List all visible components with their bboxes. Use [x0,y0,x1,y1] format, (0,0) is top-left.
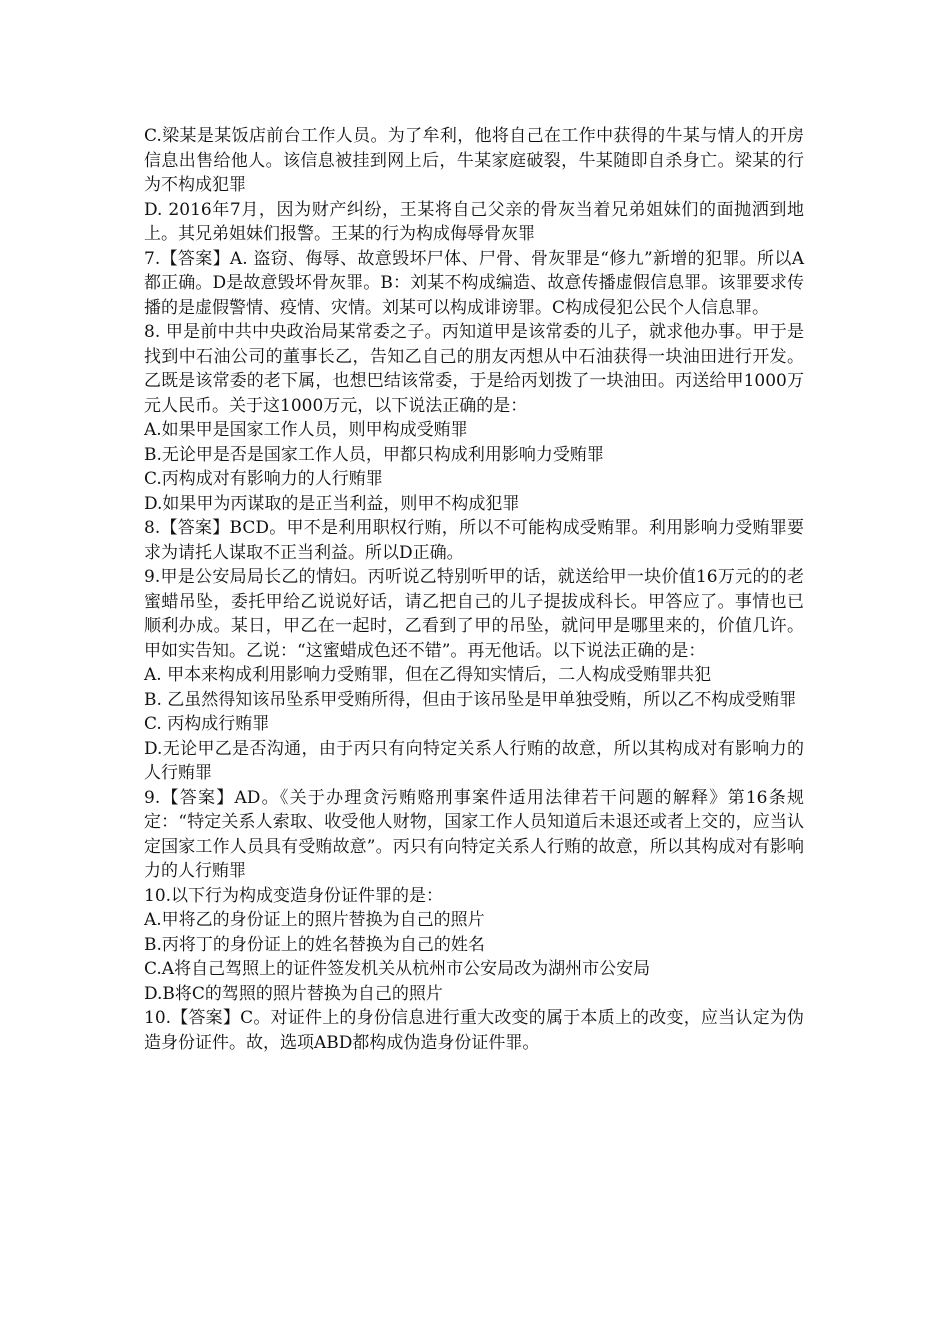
q10-option-d: D.B将C的驾照的照片替换为自己的照片 [144,983,443,1004]
answer-9-paragraph: 9.【答案】AD。《关于办理贪污贿赂刑事案件适用法律若干问题的解释》第16条规定：“特定关系人索取、收受他人财物，国家工作人员知道后未退还或者上交的，应当认定国家工作人员具有受贿故意”。丙只有向特定关系人行贿的故意，所以其构成对有影响力的人行贿罪 [144,787,804,881]
question-10-paragraph: 10.以下行为构成变造身份证件罪的是： [144,885,444,906]
question-8-paragraph: 8. 甲是前中共中央政治局某常委之子。丙知道甲是该常委的儿子，就求他办事。甲于是找到中石油公司的董事长乙，告知乙自己的朋友丙想从中石油获得一块油田进行开发。乙既是该常委的老下属，也想巴结该常委，于是给丙划拨了一块油田。丙送给甲1000万元人民币。关于这1000万元，以下说法正确的是： [144,322,804,416]
q9-option-d: D.无论甲乙是否沟通，由于丙只有向特定关系人行贿的故意，所以其构成对有影响力的人行贿罪 [144,738,804,783]
q8-option-a: A.如果甲是国家工作人员，则甲构成受贿罪 [144,420,468,440]
q9-option-c: C. 丙构成行贿罪 [144,714,270,734]
answer-10-paragraph: 10.【答案】C。对证件上的身份信息进行重大改变的属于本质上的改变，应当认定为伪造身份证件。故，选项ABD都构成伪造身份证件罪。 [144,1008,804,1053]
option-d-paragraph: D. 2016年7月，因为财产纠纷，王某将自己父亲的骨灰当着兄弟姐妹们的面抛洒到地上。其兄弟姐妹们报警。王某的行为构成侮辱骨灰罪 [144,199,804,244]
document-page [144,124,804,1055]
q8-option-c: C.丙构成对有影响力的人行贿罪 [144,469,383,489]
answer-7-paragraph: 7.【答案】A. 盗窃、侮辱、故意毁坏尸体、尸骨、骨灰罪是“修九”新增的犯罪。所以A都正确。D是故意毁坏骨灰罪。B：刘某不构成编造、故意传播虚假信息罪。该罪要求传播的是虚假警情、疫情、灾情。刘某可以构成诽谤罪。C构成侵犯公民个人信息罪。 [144,248,804,318]
q10-option-b: B.丙将丁的身份证上的姓名替换为自己的姓名 [144,934,485,955]
answer-8-paragraph: 8.【答案】BCD。甲不是利用职权行贿，所以不可能构成受贿罪。利用影响力受贿罪要求为请托人谋取不正当利益。所以D正确。 [144,518,804,563]
q9-option-a: A. 甲本来构成利用影响力受贿罪，但在乙得知实情后，二人构成受贿罪共犯 [144,665,712,685]
option-c-paragraph: C.梁某是某饭店前台工作人员。为了牟利，他将自己在工作中获得的牛某与情人的开房信息出售给他人。该信息被挂到网上后，牛某家庭破裂，牛某随即自杀身亡。梁某的行为不构成犯罪 [144,126,804,195]
q10-option-c: C.A将自己驾照上的证件签发机关从杭州市公安局改为湖州市公安局 [144,959,651,979]
q8-option-d: D.如果甲为丙谋取的是正当利益，则甲不构成犯罪 [144,493,520,514]
question-9-paragraph: 9.甲是公安局局长乙的情妇。丙听说乙特别听甲的话，就送给甲一块价值16万元的的老蜜蜡吊坠，委托甲给乙说说好话，请乙把自己的儿子提拔成科长。甲答应了。事情也已顺利办成。某日，甲乙在一起时，乙看到了甲的吊坠，就问甲是哪里来的，价值几许。甲如实告知。乙说：“这蜜蜡成色还不错”。再无他话。以下说法正确的是： [144,567,804,661]
q9-option-b: B. 乙虽然得知该吊坠系甲受贿所得，但由于该吊坠是甲单独受贿，所以乙不构成受贿罪 [144,689,797,710]
q8-option-b: B.无论甲是否是国家工作人员，甲都只构成利用影响力受贿罪 [144,444,604,465]
q10-option-a: A.甲将乙的身份证上的照片替换为自己的照片 [144,910,485,930]
